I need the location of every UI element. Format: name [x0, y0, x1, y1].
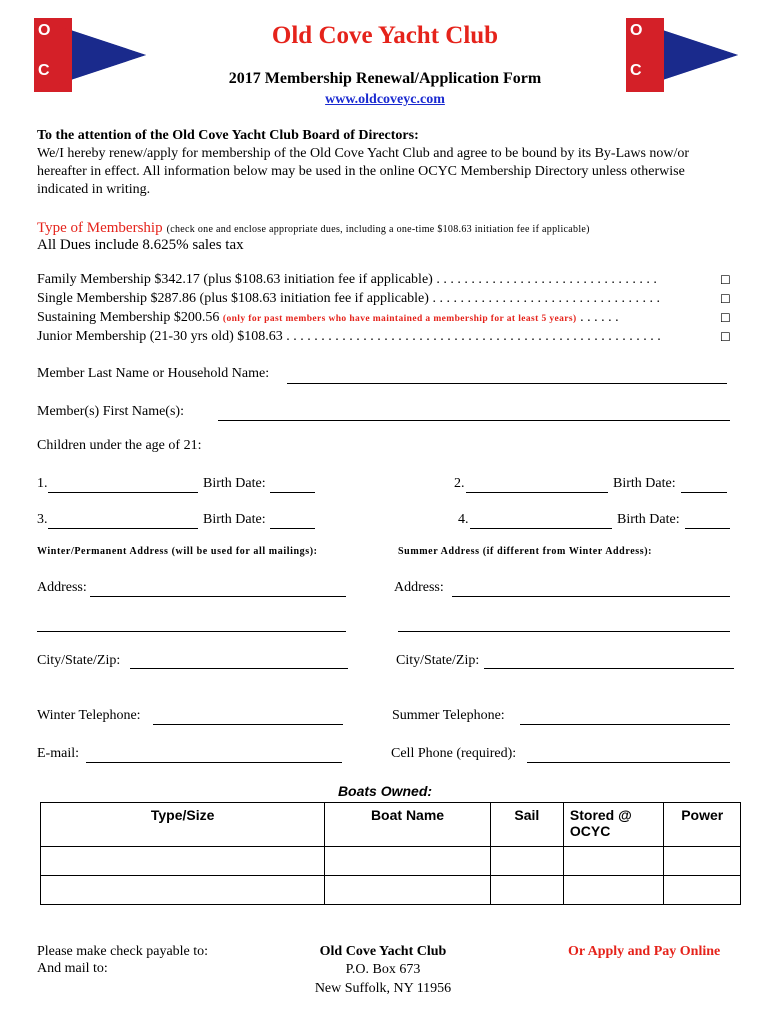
summer-city-label: City/State/Zip:: [396, 653, 480, 668]
flag-letter-o: O: [630, 22, 643, 39]
boat-name-cell[interactable]: [325, 876, 490, 905]
website-link[interactable]: www.oldcoveyc.com: [325, 92, 445, 107]
club-title: Old Cove Yacht Club: [271, 22, 499, 49]
last-name-label: Member Last Name or Household Name:: [37, 366, 270, 381]
cell-phone-label: Cell Phone (required):: [391, 746, 517, 761]
option-junior: Junior Membership (21-30 yrs old) $108.63 . . . . . . . . . . . . . . . . . . . . . . . . . . . . . . . . . . . . . . . . . . . . . . . . . . . . . .: [37, 329, 661, 344]
checkbox-junior[interactable]: ☐: [720, 330, 731, 344]
header-sail: Sail: [490, 803, 563, 847]
option-family: Family Membership $342.17 (plus $108.63 initiation fee if applicable) . . . . . . . . . . . . . . . . . . . . . . . . . . . . . . . .: [37, 272, 657, 287]
intro-line-3: indicated in writing.: [37, 182, 151, 197]
boat-power-cell[interactable]: [664, 876, 741, 905]
form-subtitle: 2017 Membership Renewal/Application Form: [228, 70, 542, 87]
child-3-label: 3.: [37, 512, 48, 527]
mail-to-label: And mail to:: [37, 961, 108, 976]
child-4-label: 4.: [458, 512, 469, 527]
boat-row: [41, 847, 741, 876]
winter-address-line-2[interactable]: [37, 631, 346, 632]
header-power: Power: [664, 803, 741, 847]
header-boat-name: Boat Name: [325, 803, 490, 847]
boats-owned-title: Boats Owned:: [337, 783, 433, 799]
first-names-field[interactable]: [218, 420, 730, 421]
first-names-label: Member(s) First Name(s):: [37, 404, 184, 419]
boats-table: [40, 802, 741, 905]
winter-address-heading: Winter/Permanent Address (will be used for all mailings):: [37, 546, 318, 557]
checkbox-family[interactable]: ☐: [720, 273, 731, 287]
children-label: Children under the age of 21:: [37, 438, 202, 453]
child-2-field[interactable]: [466, 492, 608, 493]
intro-line-2: hereafter in effect. All information below may be used in the online OCYC Membership Directory unless otherwise: [37, 164, 685, 179]
checkbox-sustaining[interactable]: ☐: [720, 311, 731, 325]
boat-stored-cell[interactable]: [563, 847, 664, 876]
summer-phone-label: Summer Telephone:: [392, 708, 505, 723]
sales-tax-note: All Dues include 8.625% sales tax: [37, 237, 244, 253]
sustaining-note: (only for past members who have maintained a membership for at least 5 years): [222, 314, 577, 324]
header-type-size: Type/Size: [41, 803, 325, 847]
winter-address-field[interactable]: [90, 596, 346, 597]
winter-city-label: City/State/Zip:: [37, 653, 121, 668]
child-1-label: 1.: [37, 476, 48, 491]
apply-online-link[interactable]: Or Apply and Pay Online: [568, 944, 721, 959]
summer-city-field[interactable]: [484, 668, 734, 669]
boat-name-cell[interactable]: [325, 847, 490, 876]
child-1-birth-field[interactable]: [270, 492, 315, 493]
membership-type-label: Type of Membership: [37, 220, 163, 236]
mail-city: New Suffolk, NY 11956: [314, 981, 452, 996]
boat-type-cell[interactable]: [41, 847, 325, 876]
child-4-birth-label: Birth Date:: [617, 512, 680, 527]
email-label: E-mail:: [37, 746, 79, 761]
child-4-field[interactable]: [470, 528, 612, 529]
checkbox-single[interactable]: ☐: [720, 292, 731, 306]
intro-line-1: We/I hereby renew/apply for membership of the Old Cove Yacht Club and agree to be bound by its By-Laws now/or: [37, 146, 690, 161]
child-3-field[interactable]: [48, 528, 198, 529]
winter-address-label: Address:: [37, 580, 87, 595]
summer-address-label: Address:: [394, 580, 444, 595]
winter-phone-field[interactable]: [153, 724, 343, 725]
summer-address-heading: Summer Address (if different from Winter Address):: [398, 546, 653, 557]
child-2-birth-label: Birth Date:: [613, 476, 676, 491]
mail-club-name: Old Cove Yacht Club: [319, 944, 447, 959]
child-2-label: 2.: [454, 476, 465, 491]
flag-letter-c: C: [630, 62, 642, 79]
child-3-birth-label: Birth Date:: [203, 512, 266, 527]
membership-type-note: (check one and enclose appropriate dues, including a one-time $108.63 initiation fee if applicable): [166, 224, 590, 235]
boat-stored-cell[interactable]: [563, 876, 664, 905]
winter-city-field[interactable]: [130, 668, 348, 669]
boat-type-cell[interactable]: [41, 876, 325, 905]
option-sustaining: Sustaining Membership $200.56 (only for past members who have maintained a membership for at least 5 years) . . . . . .: [37, 310, 619, 325]
winter-phone-label: Winter Telephone:: [37, 708, 141, 723]
boat-row: [41, 876, 741, 905]
header-stored-ocyc: Stored @ OCYC: [563, 803, 664, 847]
boat-sail-cell[interactable]: [490, 876, 563, 905]
summer-phone-field[interactable]: [520, 724, 730, 725]
child-3-birth-field[interactable]: [270, 528, 315, 529]
mail-po-box: P.O. Box 673: [345, 962, 421, 977]
child-1-field[interactable]: [48, 492, 198, 493]
email-field[interactable]: [86, 762, 342, 763]
child-2-birth-field[interactable]: [681, 492, 727, 493]
boat-power-cell[interactable]: [664, 847, 741, 876]
child-1-birth-label: Birth Date:: [203, 476, 266, 491]
pay-to-label: Please make check payable to:: [37, 944, 209, 959]
intro-heading: To the attention of the Old Cove Yacht Club Board of Directors:: [37, 128, 419, 143]
child-4-birth-field[interactable]: [685, 528, 730, 529]
membership-type-header: [37, 219, 590, 237]
flag-letter-o: O: [38, 22, 51, 39]
option-single: Single Membership $287.86 (plus $108.63 initiation fee if applicable) . . . . . . . . . . . . . . . . . . . . . . . . . . . . . . . . .: [37, 291, 660, 306]
summer-address-field[interactable]: [452, 596, 730, 597]
boat-sail-cell[interactable]: [490, 847, 563, 876]
cell-phone-field[interactable]: [527, 762, 730, 763]
flag-letter-c: C: [38, 62, 50, 79]
last-name-field[interactable]: [287, 383, 727, 384]
summer-address-line-2[interactable]: [398, 631, 730, 632]
